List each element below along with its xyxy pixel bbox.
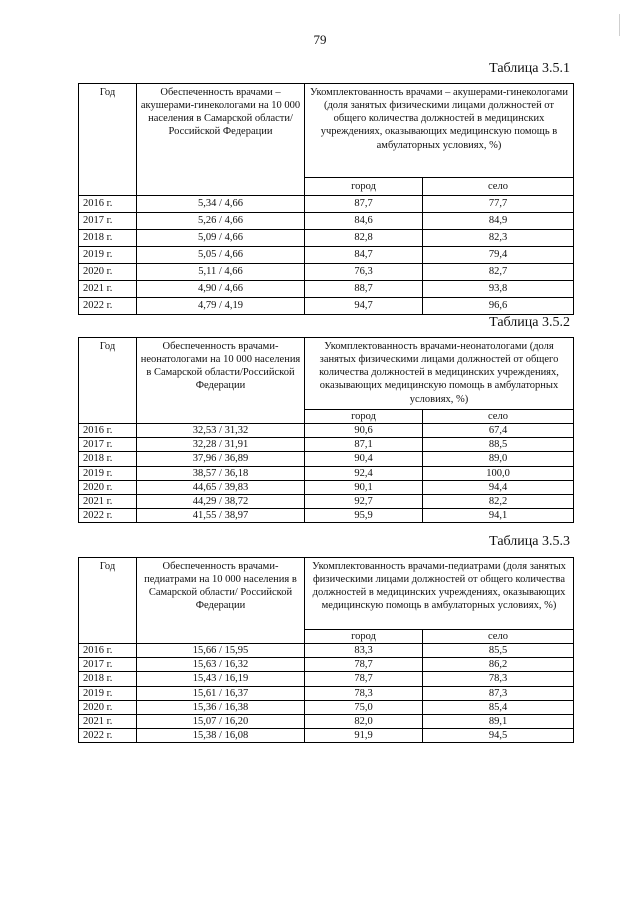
city-cell: 84,6	[305, 213, 423, 230]
year-cell: 2017 г.	[79, 213, 137, 230]
village-cell: 82,3	[423, 230, 574, 247]
village-cell: 87,3	[423, 686, 574, 700]
staffing-header: Укомплектованность врачами-педиатрами (доля занятых физическими лицами должностей от общего количества должностей в медицинских учреждениях, оказывающих медицинскую помощь в амбулаторных условиях, %)	[305, 558, 574, 630]
year-cell: 2018 г.	[79, 230, 137, 247]
village-cell: 82,2	[423, 494, 574, 508]
supply-cell: 38,57 / 36,18	[137, 466, 305, 480]
village-cell: 77,7	[423, 196, 574, 213]
table-row	[79, 196, 574, 213]
table-row	[79, 686, 574, 700]
year-cell: 2022 г.	[79, 298, 137, 315]
supply-cell: 15,43 / 16,19	[137, 672, 305, 686]
table-row	[79, 452, 574, 466]
table-row	[79, 658, 574, 672]
table-row	[79, 298, 574, 315]
city-cell: 82,8	[305, 230, 423, 247]
city-header: город	[305, 410, 423, 424]
village-cell: 94,5	[423, 728, 574, 742]
village-cell: 67,4	[423, 424, 574, 438]
supply-cell: 4,90 / 4,66	[137, 281, 305, 298]
supply-cell: 5,05 / 4,66	[137, 247, 305, 264]
year-cell: 2021 г.	[79, 714, 137, 728]
village-cell: 89,0	[423, 452, 574, 466]
city-cell: 82,0	[305, 714, 423, 728]
year-cell: 2016 г.	[79, 196, 137, 213]
year-cell: 2019 г.	[79, 466, 137, 480]
village-cell: 79,4	[423, 247, 574, 264]
table-row	[79, 728, 574, 742]
supply-cell: 15,36 / 16,38	[137, 700, 305, 714]
table-row	[79, 494, 574, 508]
year-cell: 2016 г.	[79, 644, 137, 658]
city-cell: 78,7	[305, 672, 423, 686]
city-cell: 84,7	[305, 247, 423, 264]
staffing-header: Укомплектованность врачами-неонатологами (доля занятых физическими лицами должностей от общего количества должностей в медицинских учреждениях, оказывающих медицинскую помощь в амбулаторных условиях, %)	[305, 338, 574, 410]
table-row	[79, 672, 574, 686]
table-row	[79, 230, 574, 247]
table-row	[79, 480, 574, 494]
supply-cell: 15,38 / 16,08	[137, 728, 305, 742]
table-row	[79, 644, 574, 658]
year-cell: 2016 г.	[79, 424, 137, 438]
table-row	[79, 466, 574, 480]
table-row	[79, 700, 574, 714]
table-row	[79, 247, 574, 264]
village-cell: 93,8	[423, 281, 574, 298]
city-cell: 76,3	[305, 264, 423, 281]
city-header: город	[305, 178, 423, 196]
table-header-row	[79, 84, 574, 178]
year-cell: 2019 г.	[79, 247, 137, 264]
village-cell: 85,4	[423, 700, 574, 714]
year-cell: 2020 г.	[79, 480, 137, 494]
village-header: село	[423, 630, 574, 644]
supply-cell: 32,28 / 31,91	[137, 438, 305, 452]
village-cell: 85,5	[423, 644, 574, 658]
supply-cell: 15,66 / 15,95	[137, 644, 305, 658]
supply-cell: 5,11 / 4,66	[137, 264, 305, 281]
supply-cell: 5,09 / 4,66	[137, 230, 305, 247]
city-cell: 94,7	[305, 298, 423, 315]
city-cell: 92,7	[305, 494, 423, 508]
city-cell: 87,1	[305, 438, 423, 452]
table-caption: Таблица 3.5.3	[489, 534, 570, 549]
village-cell: 100,0	[423, 466, 574, 480]
table-row	[79, 438, 574, 452]
page-number: 79	[313, 32, 327, 47]
table-row	[79, 508, 574, 522]
year-cell: 2021 г.	[79, 494, 137, 508]
supply-cell: 5,26 / 4,66	[137, 213, 305, 230]
year-cell: 2022 г.	[79, 728, 137, 742]
village-cell: 96,6	[423, 298, 574, 315]
data-table	[78, 557, 574, 743]
city-header: город	[305, 630, 423, 644]
village-cell: 94,1	[423, 508, 574, 522]
village-cell: 94,4	[423, 480, 574, 494]
village-header: село	[423, 178, 574, 196]
supply-cell: 44,29 / 38,72	[137, 494, 305, 508]
supply-cell: 37,96 / 36,89	[137, 452, 305, 466]
village-cell: 86,2	[423, 658, 574, 672]
year-header: Год	[79, 338, 137, 424]
city-cell: 75,0	[305, 700, 423, 714]
year-cell: 2017 г.	[79, 438, 137, 452]
supply-header: Обеспеченность врачами – акушерами-гинекологами на 10 000 населения в Самарской области/Российской Федерации	[137, 84, 305, 196]
year-cell: 2020 г.	[79, 264, 137, 281]
data-table	[78, 83, 574, 315]
supply-cell: 15,61 / 16,37	[137, 686, 305, 700]
table-row	[79, 281, 574, 298]
city-cell: 90,4	[305, 452, 423, 466]
table-row	[79, 714, 574, 728]
city-cell: 87,7	[305, 196, 423, 213]
data-table	[78, 337, 574, 523]
supply-cell: 4,79 / 4,19	[137, 298, 305, 315]
year-cell: 2021 г.	[79, 281, 137, 298]
year-cell: 2018 г.	[79, 672, 137, 686]
city-cell: 90,1	[305, 480, 423, 494]
supply-cell: 44,65 / 39,83	[137, 480, 305, 494]
supply-cell: 5,34 / 4,66	[137, 196, 305, 213]
village-cell: 84,9	[423, 213, 574, 230]
supply-header: Обеспеченность врачами-педиатрами на 10 000 населения в Самарской области/ Российской Федерации	[137, 558, 305, 644]
year-header: Год	[79, 84, 137, 196]
supply-header: Обеспеченность врачами-неонатологами на 10 000 населения в Самарской области/Российской Федерации	[137, 338, 305, 424]
table-caption: Таблица 3.5.1	[489, 61, 570, 76]
table-header-row	[79, 558, 574, 630]
city-cell: 83,3	[305, 644, 423, 658]
year-header: Год	[79, 558, 137, 644]
village-cell: 82,7	[423, 264, 574, 281]
table-header-row	[79, 338, 574, 410]
village-cell: 89,1	[423, 714, 574, 728]
city-cell: 88,7	[305, 281, 423, 298]
city-cell: 91,9	[305, 728, 423, 742]
supply-cell: 15,63 / 16,32	[137, 658, 305, 672]
year-cell: 2019 г.	[79, 686, 137, 700]
table-row	[79, 424, 574, 438]
year-cell: 2020 г.	[79, 700, 137, 714]
table-row	[79, 213, 574, 230]
village-header: село	[423, 410, 574, 424]
city-cell: 78,7	[305, 658, 423, 672]
table-row	[79, 264, 574, 281]
city-cell: 90,6	[305, 424, 423, 438]
supply-cell: 32,53 / 31,32	[137, 424, 305, 438]
table-caption: Таблица 3.5.2	[489, 315, 570, 330]
year-cell: 2017 г.	[79, 658, 137, 672]
year-cell: 2022 г.	[79, 508, 137, 522]
city-cell: 78,3	[305, 686, 423, 700]
supply-cell: 15,07 / 16,20	[137, 714, 305, 728]
supply-cell: 41,55 / 38,97	[137, 508, 305, 522]
village-cell: 78,3	[423, 672, 574, 686]
staffing-header: Укомплектованность врачами – акушерами-гинекологами (доля занятых физическими лицами должностей от общего количества должностей в медицинских учреждениях, оказывающих медицинскую помощь в амбулаторных условиях, %)	[305, 84, 574, 178]
village-cell: 88,5	[423, 438, 574, 452]
year-cell: 2018 г.	[79, 452, 137, 466]
city-cell: 95,9	[305, 508, 423, 522]
city-cell: 92,4	[305, 466, 423, 480]
